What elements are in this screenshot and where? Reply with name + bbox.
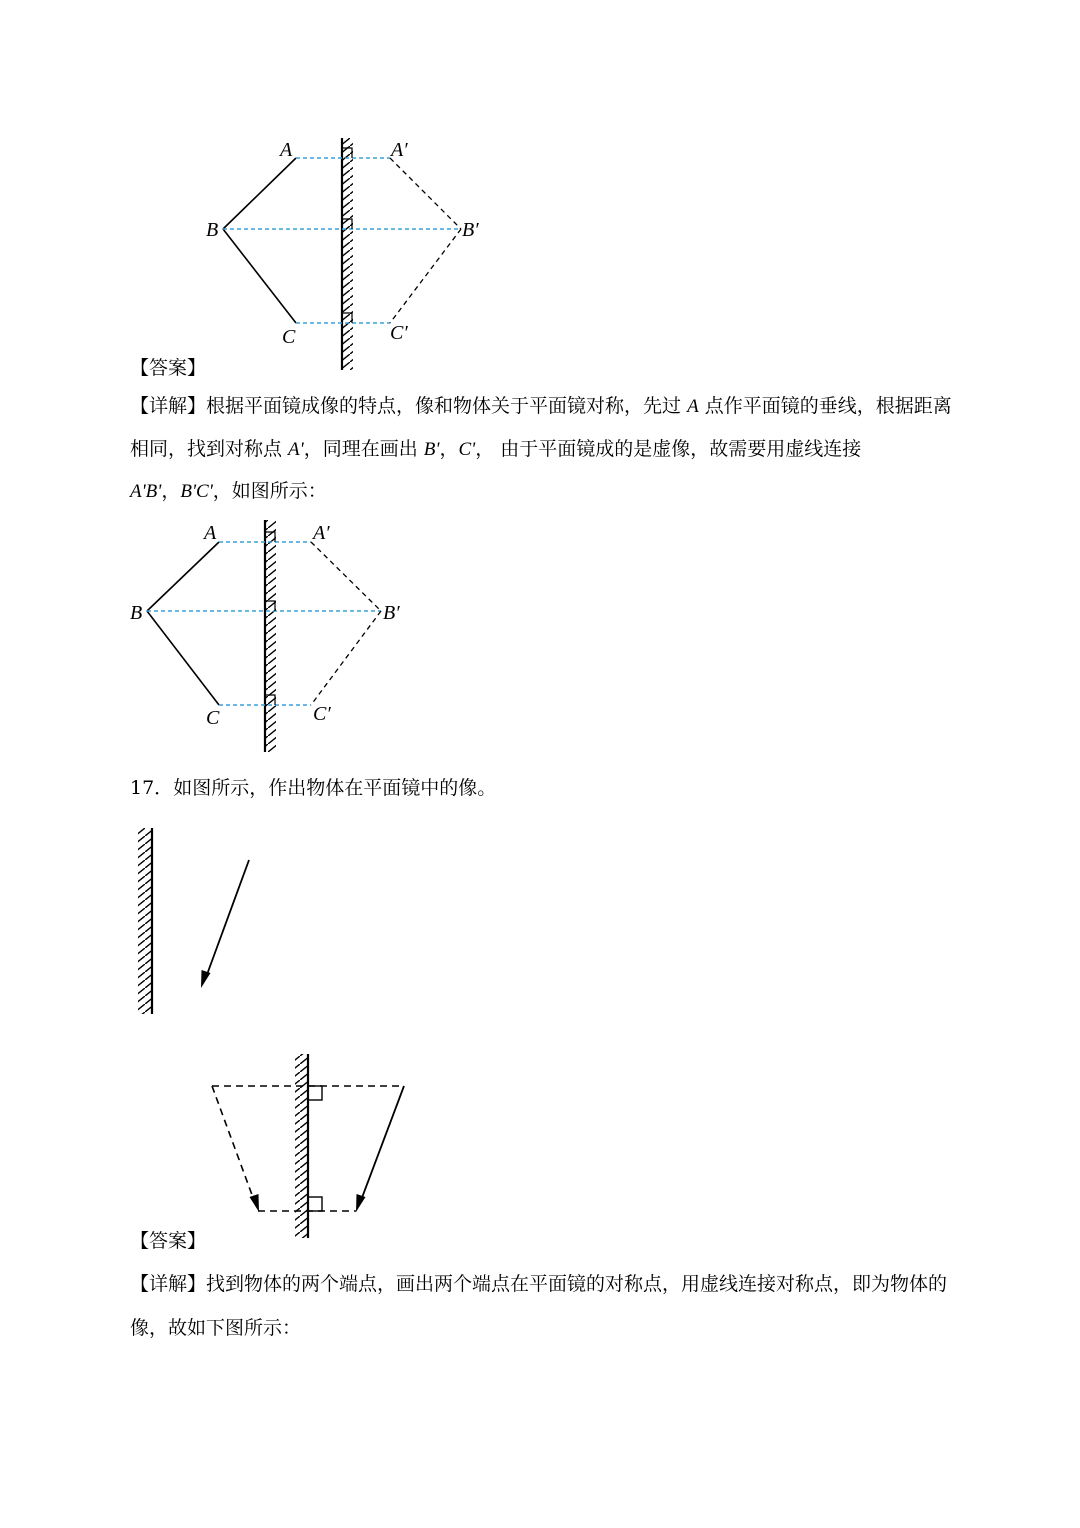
- label-b: B: [206, 219, 219, 241]
- label-c: C: [206, 707, 220, 729]
- detail-var-a-prime: A': [288, 439, 304, 460]
- image-segment-bc: [311, 611, 381, 705]
- answer-2-heading: 【答案】: [130, 1230, 207, 1252]
- label-c-prime: C′: [313, 703, 331, 725]
- detail-sep: ，: [439, 438, 459, 460]
- label-c: C: [282, 326, 296, 348]
- figure-2-mirror-abc: [118, 512, 418, 757]
- question-text: 如图所示，作出物体在平面镜中的像。: [173, 777, 497, 799]
- label-a: A: [280, 139, 293, 161]
- detail-var-c-prime: C': [458, 439, 476, 460]
- object-arrow-head: [201, 970, 211, 988]
- answer-1-detail-line-2: [130, 438, 861, 461]
- detail-text: 根据平面镜成像的特点，像和物体关于平面镜对称，先过: [206, 395, 688, 417]
- detail-heading: 【详解】: [130, 395, 207, 417]
- right-angle-mark-top: [308, 1086, 322, 1100]
- image-arrow-head: [250, 1194, 260, 1212]
- detail-heading: 【详解】: [130, 1273, 207, 1295]
- detail-text: ，同理在画出: [303, 438, 424, 460]
- detail-var-ab: A'B': [130, 481, 162, 502]
- label-c-prime: C′: [390, 322, 408, 344]
- segment-ab: [223, 158, 296, 229]
- detail-var-bc: B'C': [180, 481, 213, 502]
- detail-var-a: A: [687, 396, 699, 417]
- answer-2-detail-line-1: [130, 1273, 947, 1295]
- detail-sep: ，: [161, 480, 181, 502]
- label-b: B: [130, 602, 143, 624]
- label-b-prime: B′: [383, 602, 400, 624]
- object-arrow-head: [356, 1194, 366, 1212]
- answer-1-heading: 【答案】: [130, 357, 207, 379]
- answer-1-detail-line-3: [130, 480, 327, 503]
- image-segment-bc: [390, 229, 461, 323]
- mirror-hatching: [343, 138, 353, 370]
- segment-ab: [147, 542, 219, 611]
- label-a-prime: A′: [391, 139, 408, 161]
- answer-1-detail-line-1: [130, 395, 952, 418]
- answer-2-detail-line-2: 像，故如下图所示：: [130, 1317, 302, 1339]
- right-angle-mark-bottom: [308, 1197, 322, 1211]
- segment-bc: [223, 229, 296, 323]
- label-a-prime: A′: [313, 522, 330, 544]
- segment-bc: [147, 611, 219, 705]
- figure-4-answer-mirror-image: [200, 1048, 420, 1243]
- figure-1-mirror-abc: [190, 130, 510, 375]
- figure-3-question-mirror-arrow: [125, 820, 265, 1020]
- question-17: [130, 777, 496, 799]
- mirror-hatching: [138, 828, 151, 1014]
- label-b-prime: B′: [462, 219, 479, 241]
- mirror-hatching: [266, 520, 276, 752]
- image-segment-ab: [311, 542, 381, 611]
- image-segment-ab: [390, 158, 461, 229]
- question-number: 17．: [130, 777, 174, 799]
- detail-text: 点作平面镜的垂线，根据距离: [698, 395, 952, 417]
- label-a: A: [204, 522, 217, 544]
- object-arrow-shaft: [205, 860, 249, 980]
- detail-text: 相同，找到对称点: [130, 438, 289, 460]
- object-arrow-shaft: [360, 1086, 404, 1203]
- detail-var-b-prime: B': [423, 439, 440, 460]
- detail-text: 找到物体的两个端点，画出两个端点在平面镜的对称点，用虚线连接对称点，即为物体的: [206, 1273, 948, 1295]
- detail-text: ，如图所示：: [212, 480, 327, 502]
- detail-text: ， 由于平面镜成的是虚像，故需要用虚线连接: [475, 438, 862, 460]
- image-arrow-shaft: [212, 1086, 255, 1203]
